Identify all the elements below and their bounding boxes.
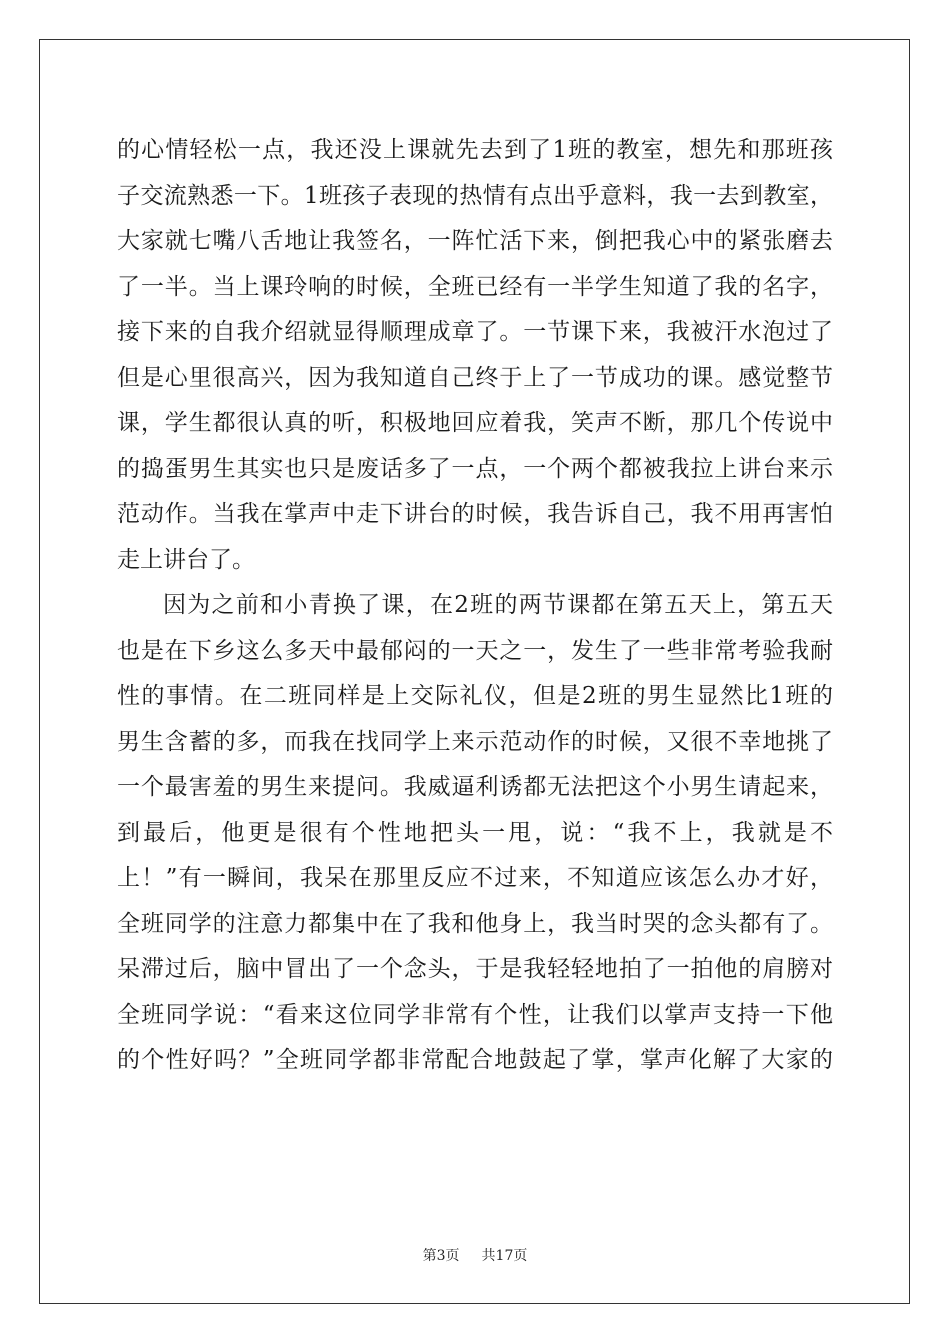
text-line: 范动作。当我在掌声中走下讲台的时候，我告诉自己，我不用再害怕	[117, 501, 833, 527]
text-line: 上！”有一瞬间，我呆在那里反应不过来，不知道应该怎么办才好，	[117, 865, 833, 891]
text-line: 了一半。当上课玲响的时候，全班已经有一半学生知道了我的名字，	[117, 273, 833, 300]
text-line: 呆滞过后，脑中冒出了一个念头，于是我轻轻地拍了一拍他的肩膀对	[117, 956, 833, 982]
text-line: 男生含蓄的多，而我在找同学上来示范动作的时候，又很不幸地挑了	[117, 728, 833, 755]
text-line: 全班同学的注意力都集中在了我和他身上，我当时哭的念头都有了。	[117, 910, 833, 937]
text-line: 的个性好吗？”全班同学都非常配合地鼓起了掌，掌声化解了大家的	[117, 1047, 833, 1073]
text-line: 性的事情。在二班同样是上交际礼仪，但是2班的男生显然比1班的	[117, 683, 833, 709]
document-body	[117, 128, 833, 1084]
text-line: 但是心里很高兴，因为我知道自己终于上了一节成功的课。感觉整节	[117, 364, 833, 391]
text-line: 走上讲台了。	[117, 546, 255, 573]
text-line: 的捣蛋男生其实也只是废话多了一点，一个两个都被我拉上讲台来示	[117, 455, 833, 482]
text-line: 一个最害羞的男生来提问。我威逼利诱都无法把这个小男生请起来，	[117, 774, 833, 800]
text-line: 也是在下乡这么多天中最郁闷的一天之一，发生了一些非常考验我耐	[117, 637, 833, 664]
text-line: 的心情轻松一点，我还没上课就先去到了1班的教室，想先和那班孩	[117, 137, 833, 163]
page-number-total: 共17页	[481, 1248, 528, 1264]
text-line: 到最后，他更是很有个性地把头一甩，说：“我不上，我就是不	[117, 819, 833, 846]
text-line: 子交流熟悉一下。1班孩子表现的热情有点出乎意料，我一去到教室，	[117, 182, 833, 209]
text-line: 全班同学说：“看来这位同学非常有个性，让我们以掌声支持一下他	[117, 1001, 833, 1028]
text-line: 大家就七嘴八舌地让我签名，一阵忙活下来，倒把我心中的紧张磨去	[117, 228, 833, 254]
text-line: 课，学生都很认真的听，积极地回应着我，笑声不断，那几个传说中	[117, 410, 833, 436]
text-line: 因为之前和小青换了课，在2班的两节课都在第五天上，第五天	[163, 592, 833, 618]
page-number-current: 第3页	[422, 1248, 460, 1264]
text-line: 接下来的自我介绍就显得顺理成章了。一节课下来，我被汗水泡过了	[117, 319, 833, 345]
page-footer	[0, 1246, 950, 1266]
